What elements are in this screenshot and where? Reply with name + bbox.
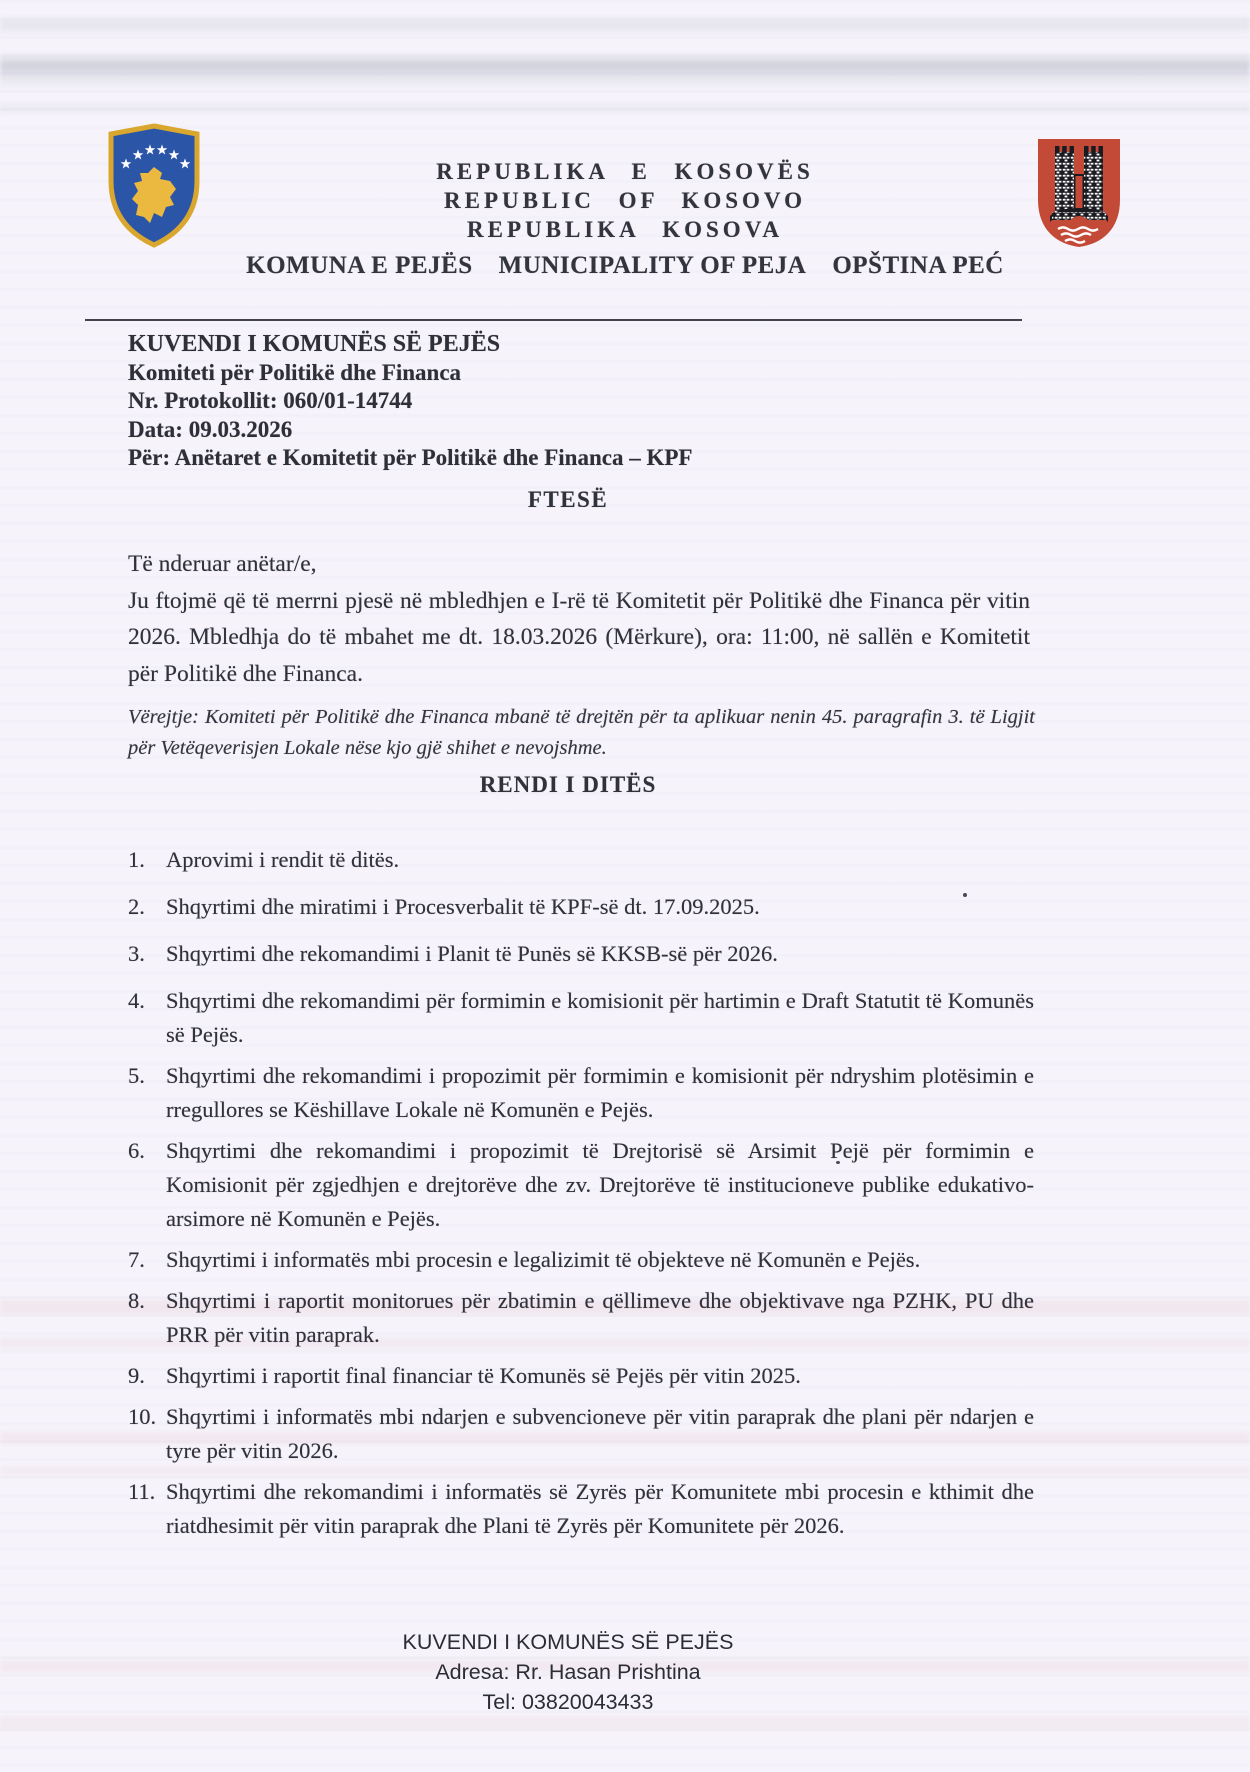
item-number: 9.	[128, 1363, 145, 1388]
municipality-line	[215, 251, 1035, 281]
agenda-item	[128, 984, 1034, 1052]
scan-streak	[0, 14, 1250, 36]
municipality-sr: OPŠTINA PEĆ	[832, 252, 1004, 279]
republic-line-sr: REPUBLIKA KOSOVA	[467, 217, 783, 242]
municipality-en: MUNICIPALITY OF PEJA	[498, 252, 807, 279]
addressee-label: Për:	[128, 445, 171, 471]
item-number: 7.	[128, 1247, 145, 1272]
agenda-list	[128, 843, 1034, 1550]
item-text: Shqyrtimi dhe rekomandimi i informatës së Zyrës për Komunitete mbi procesin e kthimit dhe riatdhesimit për vitin paraprak dhe Plani të Zyrës për Komunitete për 2026.	[166, 1479, 1034, 1538]
salutation: Të nderuar anëtar/e,	[128, 551, 317, 577]
item-number: 5.	[128, 1063, 145, 1088]
body-paragraph: Ju ftojmë që të merrni pjesë në mbledhjen e I-rë të Komitetit për Politikë dhe Financa për vitin 2026. Mbledhja do të mbahet me dt. 18.03.2026 (Mërkure), ora: 11:00, në sallën e Komitetit për Politikë dhe Financa.	[128, 587, 1030, 687]
kosovo-coat-of-arms-icon	[104, 123, 204, 249]
footer-institution: KUVENDI I KOMUNËS SË PEJËS	[402, 1630, 734, 1654]
republic-line-sq: REPUBLIKA E KOSOVËS	[436, 159, 814, 184]
protocol-label: Nr. Protokollit:	[128, 388, 278, 414]
addressee-value: Anëtaret e Komitetit për Politikë dhe Financa – KPF	[174, 445, 693, 471]
agenda-item	[128, 937, 1034, 971]
item-text: Shqyrtimi dhe rekomandimi i propozimit për formimin e komisionit për ndryshim plotësimin e rregullores se Këshillave Lokale në Komunën e Pejës.	[166, 1063, 1034, 1122]
agenda-item	[128, 1134, 1034, 1236]
item-text: Shqyrtimi dhe rekomandimi për formimin e komisionit për hartimin e Draft Statutit të Komunës së Pejës.	[166, 988, 1034, 1047]
item-text: Aprovimi i rendit të ditës.	[166, 847, 400, 872]
scan-streak	[0, 52, 1250, 92]
date-value: 09.03.2026	[188, 416, 293, 442]
item-number: 3.	[128, 941, 145, 966]
agenda-title: RENDI I DITËS	[479, 772, 657, 797]
scan-streak	[0, 1716, 1250, 1730]
item-text: Shqyrtimi dhe rekomandimi i Planit të Punës së KKSB-së për 2026.	[166, 941, 778, 966]
item-number: 10.	[128, 1404, 157, 1429]
item-text: Shqyrtimi i informatës mbi ndarjen e subvencioneve për vitin paraprak dhe plani për ndarjen e tyre për vitin 2026.	[166, 1404, 1034, 1463]
agenda-item	[128, 890, 1034, 924]
item-text: Shqyrtimi i raportit final financiar të Komunës së Pejës për vitin 2025.	[166, 1363, 801, 1388]
item-text: Shqyrtimi i raportit monitorues për zbatimin e qëllimeve dhe objektivave nga PZHK, PU dhe PRR për vitin paraprak.	[166, 1288, 1034, 1347]
footer-address: Adresa: Rr. Hasan Prishtina	[435, 1660, 701, 1684]
agenda-item	[128, 843, 1034, 877]
peja-emblem-icon	[1030, 132, 1128, 258]
item-number: 6.	[128, 1138, 145, 1163]
agenda-item	[128, 1475, 1034, 1543]
scan-streak	[0, 100, 1250, 116]
addressee-line	[128, 444, 692, 473]
date-line	[128, 416, 692, 445]
item-text: Shqyrtimi dhe rekomandimi i propozimit të Drejtorisë së Arsimit Pejë për formimin e Komisionit për zgjedhjen e drejtorëve dhe zv. Drejtorëve të institucioneve publike edukativo-arsimore në Komunën e Pejës.	[166, 1138, 1034, 1231]
agenda-item	[128, 1284, 1034, 1352]
item-number: 4.	[128, 988, 145, 1013]
item-text: Shqyrtimi i informatës mbi procesin e legalizimit të objekteve në Komunën e Pejës.	[166, 1247, 921, 1272]
committee-title: Komiteti për Politikë dhe Financa	[128, 359, 462, 385]
agenda-item	[128, 1243, 1034, 1277]
document-meta	[128, 330, 692, 473]
letterhead	[215, 157, 1035, 281]
invitation-body	[128, 546, 1030, 692]
item-number: 2.	[128, 894, 145, 919]
protocol-number: 060/01-14744	[283, 388, 413, 414]
agenda-item	[128, 1359, 1034, 1393]
footer-phone: Tel: 03820043433	[482, 1690, 654, 1714]
republic-line-en: REPUBLIC OF KOSOVO	[444, 188, 806, 213]
municipality-sq: KOMUNA E PEJËS	[246, 252, 473, 279]
header-divider	[85, 319, 1022, 321]
date-label: Data:	[128, 416, 183, 442]
item-number: 1.	[128, 847, 145, 872]
item-text: Shqyrtimi dhe miratimi i Procesverbalit të KPF-së dt. 17.09.2025.	[166, 894, 760, 919]
institution-title: KUVENDI I KOMUNËS SË PEJËS	[128, 331, 501, 357]
protocol-line	[128, 387, 692, 416]
document-footer	[128, 1627, 1008, 1717]
item-number: 11.	[128, 1479, 156, 1504]
legal-note: Vërejtje: Komiteti për Politikë dhe Financa mbanë të drejtën për ta aplikuar nenin 45. paragrafin 3. të Ligjit për Vetëqeverisjen Lokale nëse kjo gjë shihet e nevojshme.	[128, 706, 1035, 759]
item-number: 8.	[128, 1288, 145, 1313]
agenda-item	[128, 1400, 1034, 1468]
agenda-item	[128, 1059, 1034, 1127]
invitation-title: FTESË	[527, 487, 609, 512]
